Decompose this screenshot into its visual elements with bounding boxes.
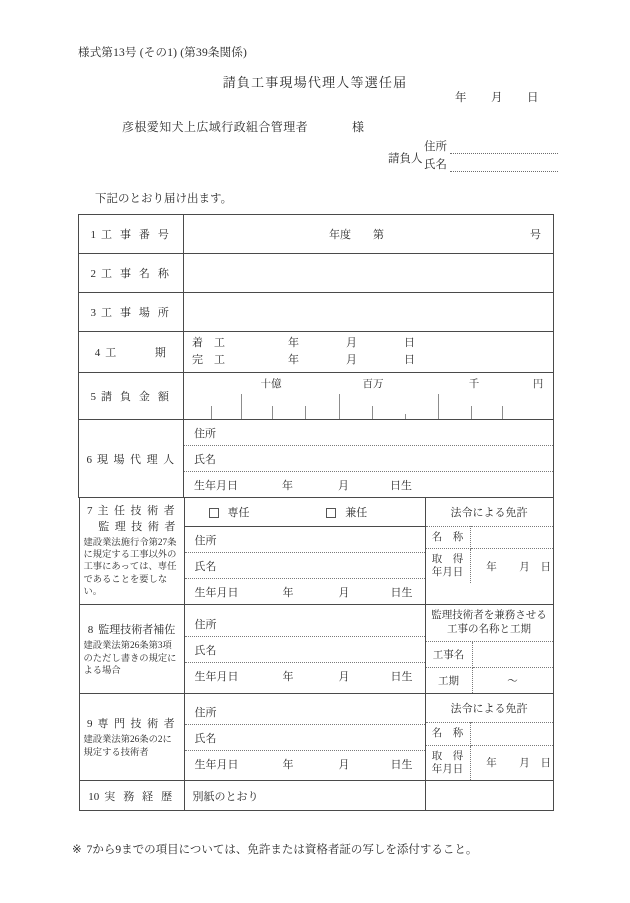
birth-label: 生年月日 xyxy=(194,587,239,600)
row-number: 5 xyxy=(90,391,97,404)
license-date-value[interactable] xyxy=(470,549,553,584)
contractor-address-field[interactable] xyxy=(450,140,558,154)
period-start-month: 月 xyxy=(346,337,357,349)
birth-year: 年 xyxy=(282,480,293,493)
money-tick xyxy=(272,406,273,419)
table-row-work-location xyxy=(79,293,554,332)
birth-year: 年 xyxy=(282,758,294,771)
concurrent-work-head-line1: 監理技術者を兼務させる xyxy=(431,610,547,622)
row-label-text: 工 事 名 称 xyxy=(101,268,172,280)
license-date-value[interactable] xyxy=(470,745,553,780)
gou-label: 号 xyxy=(530,229,541,241)
address-label: 住所 xyxy=(194,618,217,631)
license-day: 日 xyxy=(540,561,551,573)
birth-label: 生年月日 xyxy=(194,758,239,771)
period-end-year: 年 xyxy=(288,354,299,367)
row-value-work-name[interactable] xyxy=(184,254,554,293)
row-label-text: 工 期 xyxy=(105,347,168,360)
specialist-engineer-fields-cell xyxy=(184,694,425,780)
specialist-engineer-address[interactable] xyxy=(185,699,425,725)
specialist-engineer-name[interactable] xyxy=(185,724,425,750)
chief-engineer-birth[interactable] xyxy=(185,579,425,605)
license-date-label xyxy=(426,745,471,780)
assistant-engineer-container xyxy=(79,605,554,694)
contractor-block xyxy=(388,136,558,172)
period-end-day: 日 xyxy=(404,354,415,367)
birth-month: 月 xyxy=(338,587,350,600)
license-month: 月 xyxy=(519,561,530,573)
table-row-site-agent xyxy=(79,420,554,498)
contractor-name-field[interactable] xyxy=(450,158,558,172)
chief-engineer-license-panel xyxy=(425,498,553,605)
period-start-label: 着 工 xyxy=(192,337,225,349)
chief-engineer-note: 建設業法施行令第27条に規定する工事以外の工事にあっては、専任であることを要しない。 xyxy=(83,537,177,597)
chief-engineer-name[interactable] xyxy=(185,553,425,579)
row-label-specialist-engineer xyxy=(79,694,184,780)
name-label: 氏名 xyxy=(194,454,216,467)
date-year-label: 年 xyxy=(455,92,467,104)
license-head: 法令による免許 xyxy=(450,507,528,520)
addressee xyxy=(122,118,364,135)
date-day-label: 日 xyxy=(527,92,539,104)
date-month-label: 月 xyxy=(491,92,503,104)
chief-engineer-container xyxy=(79,498,554,606)
row-label-text: 工 事 場 所 xyxy=(101,307,172,319)
row-label-work-location xyxy=(79,293,184,332)
row-label-chief-engineer xyxy=(79,498,184,605)
birth-year: 年 xyxy=(282,670,294,683)
submission-date-line xyxy=(455,89,539,105)
license-fields xyxy=(426,526,553,583)
page-title: 請負工事現場代理人等選任届 xyxy=(222,75,408,90)
money-tick xyxy=(211,406,212,419)
name-label: 氏名 xyxy=(194,561,217,574)
table-row-work-number xyxy=(79,215,554,254)
specialist-engineer-fields xyxy=(185,699,425,776)
row-label-text: 専 門 技 術 者 xyxy=(97,718,177,731)
birth-year: 年 xyxy=(282,587,294,600)
money-tick xyxy=(372,406,373,419)
contractor-address-label: 住所 xyxy=(424,141,447,153)
concurrent-period-value[interactable]: 〜 xyxy=(507,676,518,688)
row-label-line2: 監 理 技 術 者 xyxy=(98,520,177,533)
row-label-work-history xyxy=(79,781,184,811)
checkbox-fulltime[interactable] xyxy=(209,508,219,518)
money-unit-sen: 千 xyxy=(468,379,480,391)
license-date-label-line1: 取 得 xyxy=(431,554,464,566)
row-value-period[interactable] xyxy=(184,332,554,373)
license-name-label: 名 称 xyxy=(426,527,471,549)
concurrent-work-name-label: 工事名 xyxy=(426,642,473,668)
table-row-contract-amount xyxy=(79,373,554,420)
table-row-specialist-engineer xyxy=(79,694,554,780)
checkbox-fulltime-label: 専任 xyxy=(227,507,250,520)
footnote-text: 7から9までの項目については、免許または資格者証の写しを添付すること。 xyxy=(86,844,478,856)
birth-day: 日生 xyxy=(390,670,413,683)
row-number: 6 xyxy=(86,453,92,466)
chief-engineer-assignment xyxy=(184,498,425,527)
row-label-work-number xyxy=(79,215,184,254)
row-label-text: 請 負 金 額 xyxy=(101,391,172,404)
contractor-name-label: 氏名 xyxy=(424,159,447,171)
row-value-site-agent xyxy=(184,420,554,498)
work-number-year-group xyxy=(329,226,384,242)
table-row-work-history xyxy=(79,781,554,812)
concurrent-period-label: 工期 xyxy=(426,668,473,694)
assistant-engineer-note: 建設業法第26条第3項のただし書きの規定による場合 xyxy=(83,641,177,676)
money-tick xyxy=(438,394,439,419)
assistant-engineer-fields-cell xyxy=(184,605,425,694)
row-label-text: 監理技術者補佐 xyxy=(98,624,176,637)
period-start-year: 年 xyxy=(288,337,299,349)
row-label-text: 実 務 経 歴 xyxy=(104,790,175,803)
table-row-assistant-engineer xyxy=(79,605,554,694)
row-label-site-agent xyxy=(79,420,184,498)
money-tick xyxy=(305,406,306,419)
concurrent-work-panel xyxy=(425,605,553,694)
license-head: 法令による免許 xyxy=(450,703,528,716)
row-value-work-location[interactable] xyxy=(184,293,554,332)
period-start-line xyxy=(192,335,553,352)
checkbox-parttime-label: 兼任 xyxy=(345,507,368,520)
license-month: 月 xyxy=(519,758,530,770)
table-row-work-name xyxy=(79,254,554,293)
row-label-line1: 主 任 技 術 者 xyxy=(97,504,177,517)
license-fields xyxy=(426,722,553,779)
assistant-engineer-fields xyxy=(185,611,425,688)
money-grid xyxy=(184,373,553,419)
license-name-label: 名 称 xyxy=(426,723,471,745)
work-history-value[interactable] xyxy=(184,781,425,811)
row-number: 7 xyxy=(86,504,93,517)
birth-month: 月 xyxy=(338,480,349,493)
birth-label: 生年月日 xyxy=(194,670,239,683)
name-label: 氏名 xyxy=(194,644,217,657)
specialist-license-panel xyxy=(425,694,553,780)
specialist-engineer-container xyxy=(79,694,554,780)
period-end-month: 月 xyxy=(346,354,357,367)
birth-label: 生年月日 xyxy=(194,480,238,493)
dai-label: 第 xyxy=(373,229,384,241)
contractor-label: 請負人 xyxy=(388,153,423,165)
contractor-name-row xyxy=(424,154,558,172)
concurrent-work-fields xyxy=(426,642,553,693)
concurrent-work-head-line2: 工事の名称と工期 xyxy=(447,624,531,636)
form-code: 様式第13号 (その1) (第39条関係) xyxy=(78,47,248,59)
license-name-value[interactable] xyxy=(470,723,553,745)
name-label: 氏名 xyxy=(194,732,217,745)
license-year: 年 xyxy=(486,561,497,573)
assistant-engineer-address[interactable] xyxy=(185,611,425,637)
specialist-engineer-birth[interactable] xyxy=(185,750,425,776)
license-date-label-line1: 取 得 xyxy=(431,750,464,762)
license-day: 日 xyxy=(540,758,551,770)
row-number: 8 xyxy=(87,624,94,637)
checkbox-parttime[interactable] xyxy=(326,508,336,518)
row-label-contract-amount xyxy=(79,373,184,420)
birth-month: 月 xyxy=(338,670,350,683)
addressee-name: 彦根愛知犬上広域行政組合管理者 xyxy=(122,120,309,134)
license-year: 年 xyxy=(486,758,497,770)
row-value-work-number[interactable] xyxy=(184,215,554,254)
license-date-label xyxy=(426,549,471,584)
period-end-label: 完 工 xyxy=(192,354,225,367)
period-end-line xyxy=(192,352,553,369)
birth-day: 日生 xyxy=(390,480,412,493)
concurrent-work-name-value[interactable] xyxy=(472,642,553,668)
site-agent-birth[interactable] xyxy=(184,472,553,498)
address-label: 住所 xyxy=(194,706,217,719)
nendo-label: 年度 xyxy=(329,229,351,241)
money-tick xyxy=(405,414,406,419)
table-row-chief-engineer xyxy=(79,498,554,606)
money-tick xyxy=(241,394,242,419)
specialist-engineer-note: 建設業法第26条の2に規定する技術者 xyxy=(83,735,172,758)
row-number: 2 xyxy=(90,268,97,280)
row-label-assistant-engineer xyxy=(79,605,184,694)
row-number: 3 xyxy=(90,307,97,319)
birth-month: 月 xyxy=(338,758,350,771)
license-date-label-line2: 年月日 xyxy=(431,763,464,775)
period-start-day: 日 xyxy=(404,337,415,349)
assistant-engineer-birth[interactable] xyxy=(185,662,425,688)
footnote-mark: ※ xyxy=(72,844,82,856)
address-label: 住所 xyxy=(194,535,217,548)
row-number: 10 xyxy=(88,790,100,803)
row-number: 1 xyxy=(90,229,97,241)
intro-text: 下記のとおり届け出ます。 xyxy=(95,193,233,205)
work-history-container xyxy=(79,781,554,812)
site-agent-address[interactable] xyxy=(184,420,553,446)
money-unit-en: 円 xyxy=(532,379,544,391)
assistant-engineer-name[interactable] xyxy=(185,636,425,662)
money-tick xyxy=(471,406,472,419)
table-row-period xyxy=(79,332,554,373)
chief-engineer-address[interactable] xyxy=(185,527,425,553)
footnote xyxy=(72,841,477,857)
license-date-label-line2: 年月日 xyxy=(431,567,464,579)
contractor-address-row xyxy=(424,136,558,154)
chief-engineer-fields xyxy=(185,527,425,604)
money-unit-juoku: 十億 xyxy=(260,379,282,391)
money-tick xyxy=(502,406,503,419)
chief-engineer-fields-cell xyxy=(184,527,425,605)
row-number: 9 xyxy=(86,718,93,731)
work-history-text: 別紙のとおり xyxy=(192,790,259,803)
row-label-work-name xyxy=(79,254,184,293)
row-value-contract-amount[interactable] xyxy=(184,373,554,420)
address-label: 住所 xyxy=(194,428,216,441)
site-agent-fields xyxy=(184,420,553,497)
birth-day: 日生 xyxy=(390,758,413,771)
birth-day: 日生 xyxy=(390,587,413,600)
money-unit-hyakuman: 百万 xyxy=(362,379,384,391)
license-name-value[interactable] xyxy=(470,527,553,549)
concurrent-work-head xyxy=(426,605,553,642)
site-agent-name[interactable] xyxy=(184,446,553,472)
row-label-text: 現 場 代 理 人 xyxy=(96,453,176,466)
row-label-text: 工 事 番 号 xyxy=(101,229,172,241)
money-tick xyxy=(339,394,340,419)
work-history-spare[interactable] xyxy=(425,781,553,811)
row-label-period xyxy=(79,332,184,373)
addressee-honorific: 様 xyxy=(352,120,365,134)
row-number: 4 xyxy=(94,347,101,360)
main-form-table xyxy=(78,214,554,811)
